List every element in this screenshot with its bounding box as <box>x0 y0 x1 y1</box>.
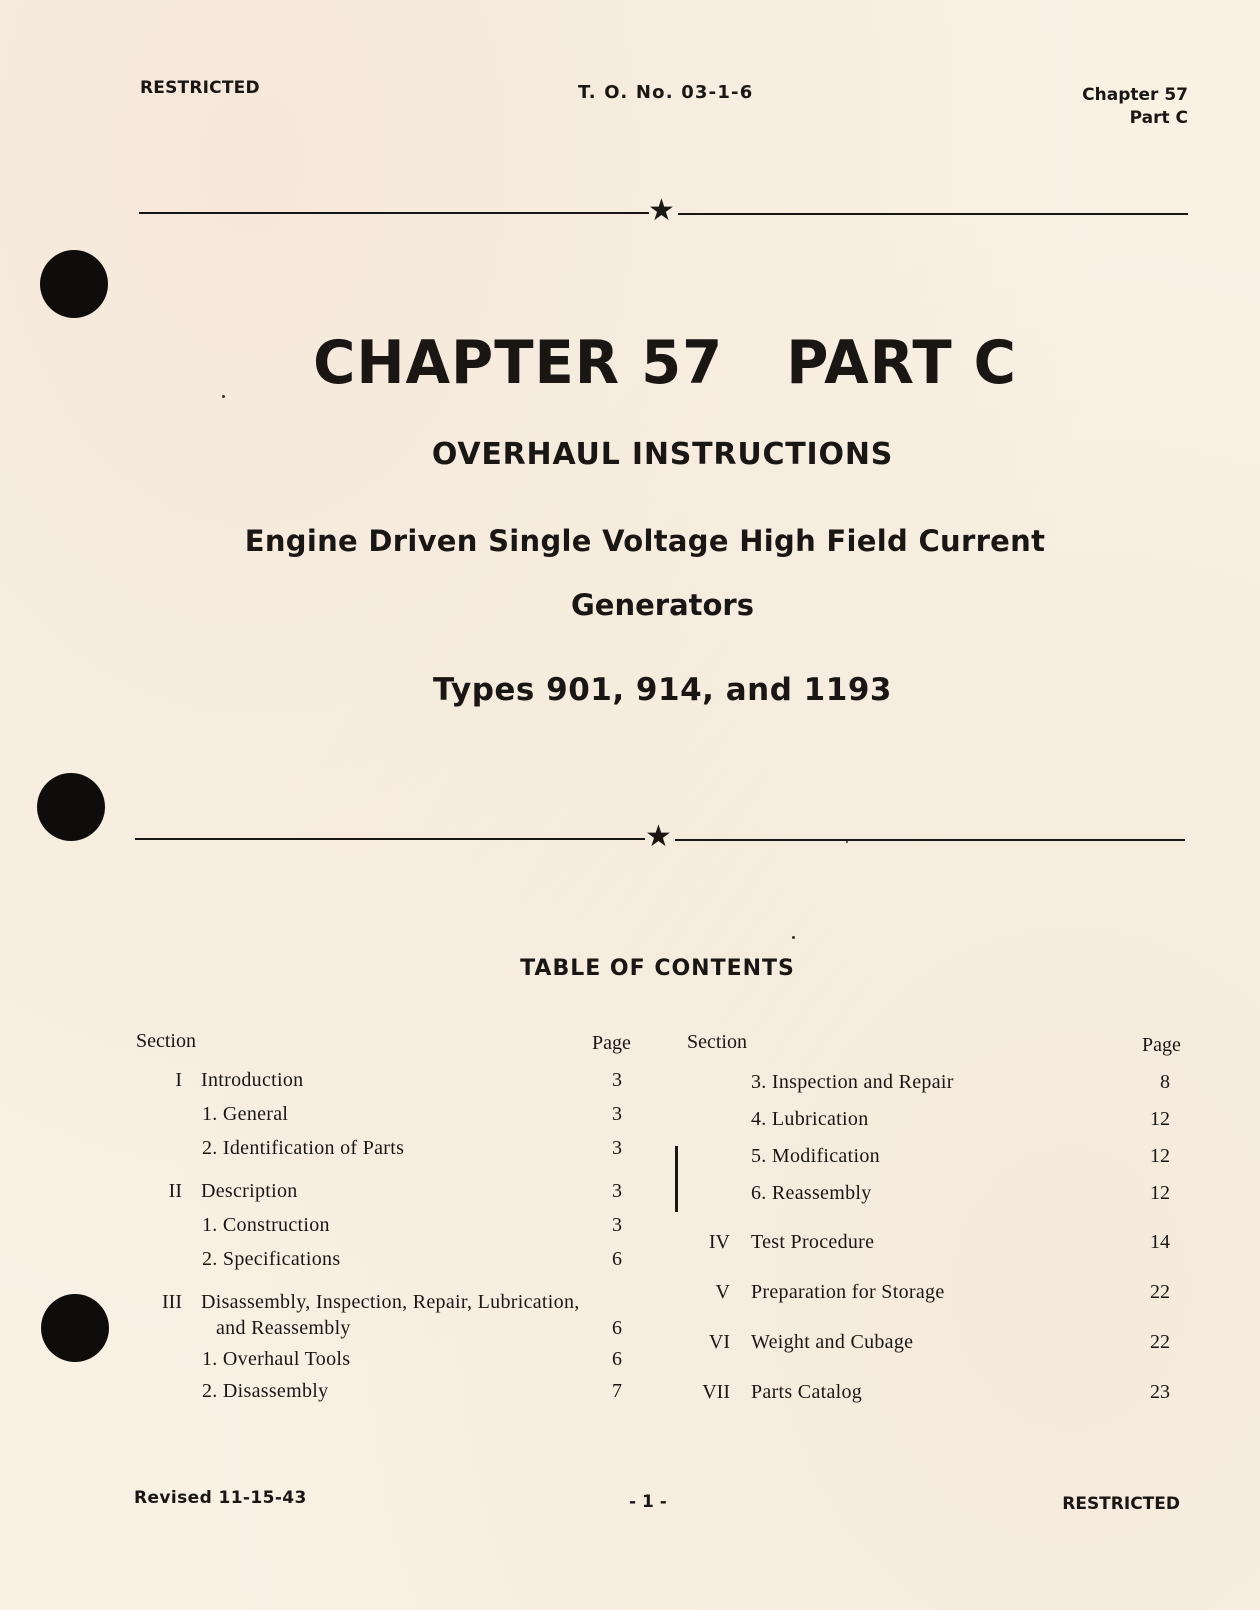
header-classification: RESTRICTED <box>140 78 260 98</box>
document-description-line1: Engine Driven Single Voltage High Field Current <box>244 524 1046 558</box>
scan-speck <box>222 395 225 398</box>
toc-right-section-header: Section <box>687 1031 747 1053</box>
document-types: Types 901, 914, and 1193 <box>433 672 892 708</box>
header-part: Part C <box>1129 108 1188 128</box>
top-divider-left <box>139 212 649 214</box>
toc-label: Parts Catalog <box>751 1381 863 1403</box>
toc-label: 5. Modification <box>751 1145 880 1167</box>
toc-page: 14 <box>1150 1231 1170 1253</box>
scan-speck <box>792 936 795 939</box>
footer-classification: RESTRICTED <box>1062 1494 1180 1514</box>
toc-label: Weight and Cubage <box>751 1331 914 1353</box>
toc-label: Test Procedure <box>751 1231 875 1253</box>
toc-page: 3 <box>612 1103 622 1125</box>
binder-hole-top <box>40 250 108 318</box>
toc-page: 3 <box>612 1137 622 1159</box>
toc-label: 2. Disassembly <box>202 1380 329 1402</box>
toc-page: 7 <box>612 1380 622 1402</box>
toc-roman: II <box>168 1180 182 1202</box>
toc-label: 1. Overhaul Tools <box>202 1348 351 1370</box>
binder-hole-middle <box>37 773 105 841</box>
footer-page-number: - 1 - <box>629 1492 667 1512</box>
document-title: CHAPTER 57 PART C <box>313 328 1017 398</box>
header-chapter-part <box>1082 84 1188 130</box>
toc-title: TABLE OF CONTENTS <box>520 956 795 981</box>
toc-page: 22 <box>1150 1281 1170 1303</box>
toc-label: and Reassembly <box>216 1317 351 1339</box>
toc-page: 3 <box>612 1069 622 1091</box>
toc-roman: VII <box>702 1381 730 1403</box>
header-chapter: Chapter 57 <box>1082 85 1188 105</box>
toc-label: 1. General <box>202 1103 289 1125</box>
star-icon: ★ <box>648 193 675 228</box>
toc-page: 3 <box>612 1180 622 1202</box>
top-divider-right <box>678 213 1188 215</box>
toc-page: 12 <box>1150 1108 1170 1130</box>
toc-roman: IV <box>708 1231 730 1253</box>
header-tech-order: T. O. No. 03-1-6 <box>578 82 754 103</box>
toc-left-page-header: Page <box>592 1032 631 1054</box>
toc-page: 6 <box>612 1348 622 1370</box>
toc-page: 3 <box>612 1214 622 1236</box>
toc-label: Preparation for Storage <box>751 1281 945 1303</box>
toc-page: 12 <box>1150 1145 1170 1167</box>
toc-label: 1. Construction <box>202 1214 330 1236</box>
toc-page: 6 <box>612 1317 622 1339</box>
document-description-line2: Generators <box>570 588 754 622</box>
toc-label: 2. Identification of Parts <box>202 1137 405 1159</box>
toc-page: 8 <box>1160 1071 1170 1093</box>
toc-page: 22 <box>1150 1331 1170 1353</box>
toc-roman: III <box>162 1291 182 1313</box>
scan-speck <box>846 841 848 843</box>
binder-hole-bottom <box>41 1294 109 1362</box>
toc-label: Disassembly, Inspection, Repair, Lubrication, <box>201 1291 580 1313</box>
revision-change-bar <box>675 1146 678 1212</box>
toc-page: 12 <box>1150 1182 1170 1204</box>
bottom-divider-left <box>135 838 645 840</box>
toc-label: 6. Reassembly <box>751 1182 872 1204</box>
toc-label: Introduction <box>201 1069 304 1091</box>
toc-right-page-header: Page <box>1142 1034 1181 1056</box>
toc-left-section-header: Section <box>136 1030 196 1052</box>
toc-label: Description <box>201 1180 298 1202</box>
toc-label: 2. Specifications <box>202 1248 341 1270</box>
star-icon: ★ <box>645 819 672 854</box>
toc-roman: V <box>715 1281 730 1303</box>
toc-label: 4. Lubrication <box>751 1108 869 1130</box>
footer-revised-date: Revised 11-15-43 <box>134 1488 307 1508</box>
toc-roman: VI <box>708 1331 730 1353</box>
toc-page: 23 <box>1150 1381 1170 1403</box>
toc-label: 3. Inspection and Repair <box>751 1071 954 1093</box>
toc-roman: I <box>175 1069 182 1091</box>
bottom-divider-right <box>675 839 1185 841</box>
toc-page: 6 <box>612 1248 622 1270</box>
document-subtitle: OVERHAUL INSTRUCTIONS <box>431 437 894 472</box>
